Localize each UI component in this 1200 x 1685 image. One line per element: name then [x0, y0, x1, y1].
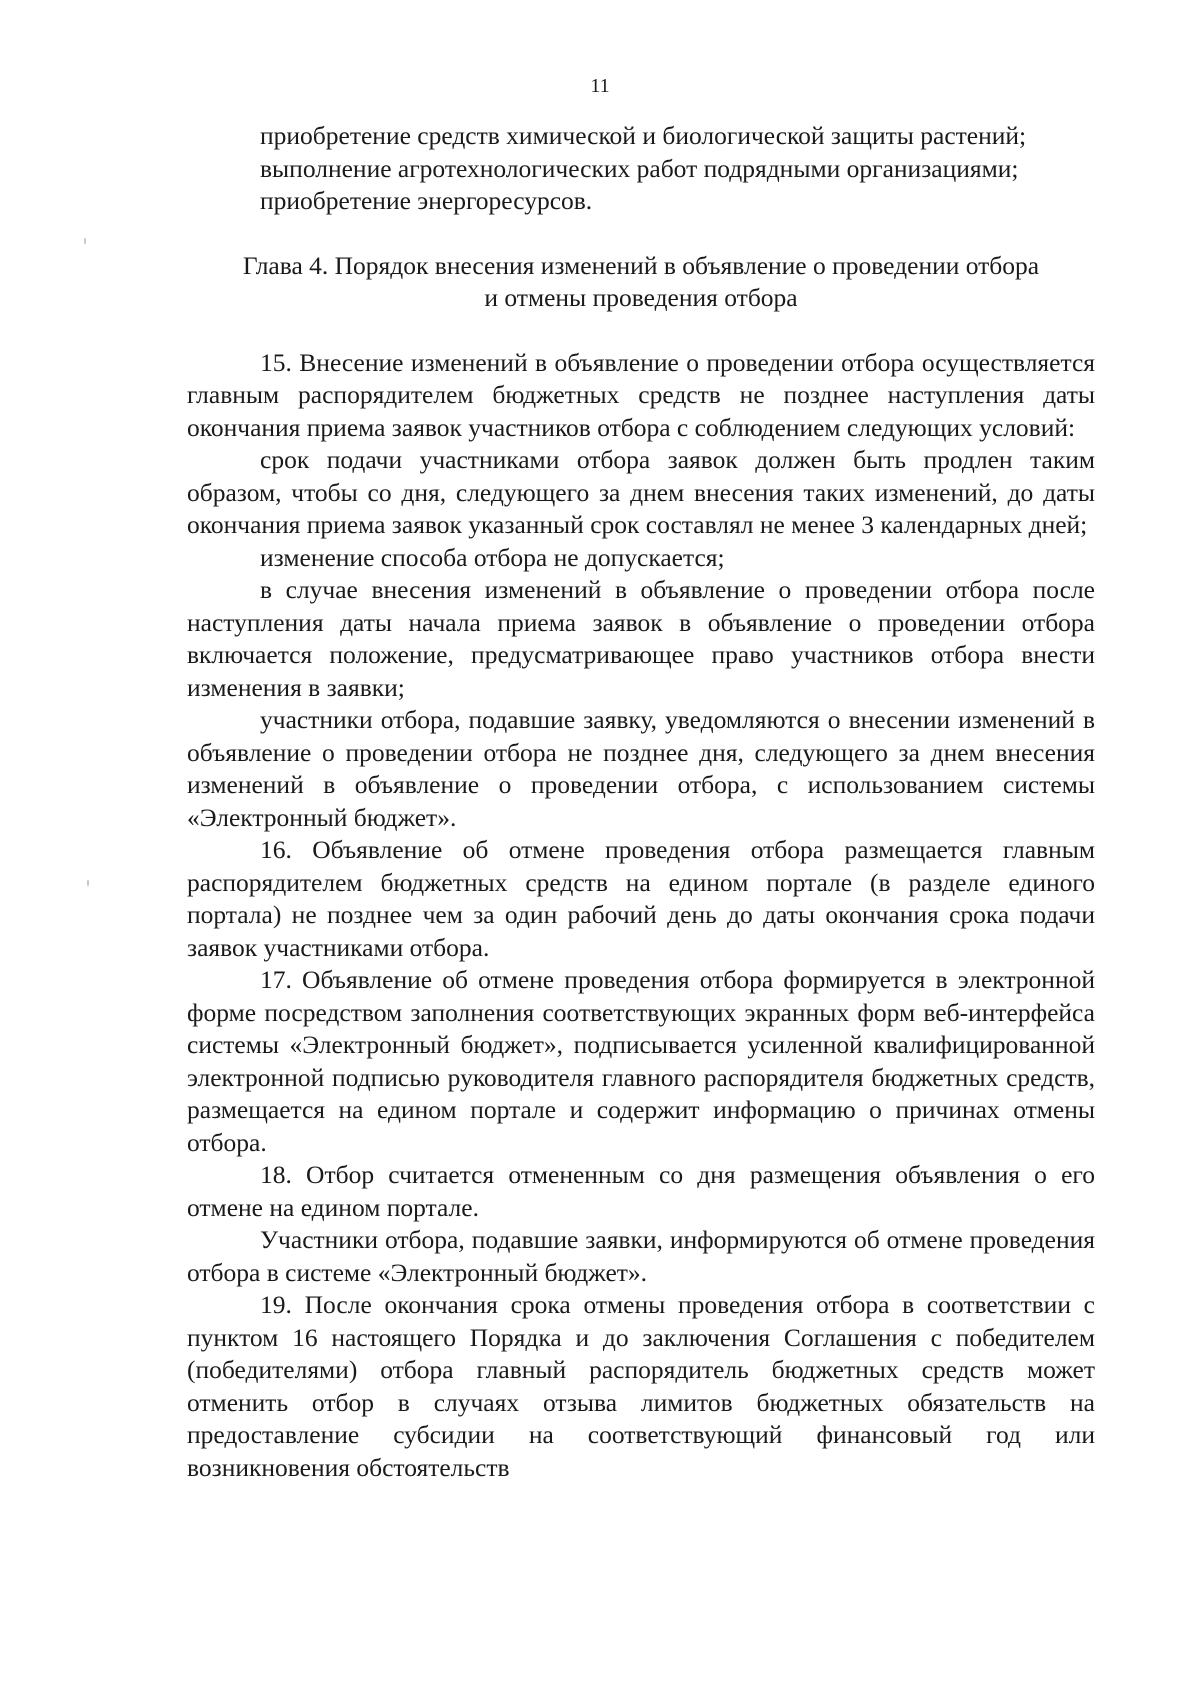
- paragraph-19: 19. После окончания срока отмены проведения отбора в соответствии с пунктом 16 настоящего Порядка и до заключения Соглашения с победителем (победителями) отбора главный распорядитель бюджетных средств может отменить отбор в случаях отзыва лимитов бюджетных обязательств на предоставление субсидии на соответствующий финансовый год или возникновения обстоятельств: [187, 1290, 1095, 1482]
- condition-paragraph: в случае внесения изменений в объявление о проведении отбора после наступления даты начала приема заявок в объявление о проведении отбора включается положение, предусматривающее право участников отбора внести изменения в заявки;: [187, 575, 1095, 702]
- scan-speck: [84, 238, 86, 244]
- paragraph-17: 17. Объявление об отмене проведения отбора формируется в электронной форме посредством заполнения соответствующих экранных форм веб-интерфейса системы «Электронный бюджет», подписывается усиленной квалифицированной электронной подписью руководителя главного распорядителя бюджетных средств, размещается на едином портале и содержит информацию о причинах отмены отбора.: [187, 965, 1095, 1157]
- paragraph-18: 18. Отбор считается отмененным со дня размещения объявления о его отмене на едином портале.: [187, 1160, 1095, 1222]
- condition-paragraph: изменение способа отбора не допускается;: [260, 542, 725, 572]
- participants-notice-paragraph: Участники отбора, подавшие заявки, информируются об отмене проведения отбора в системе «Электронный бюджет».: [187, 1225, 1095, 1287]
- intro-paragraph: приобретение энергоресурсов.: [260, 186, 593, 215]
- chapter-title: [187, 250, 1095, 315]
- condition-paragraph: срок подачи участниками отбора заявок должен быть продлен таким образом, чтобы со дня, следующего за днем внесения таких изменений, до даты окончания приема заявок указанный срок составлял не менее 3 календарных дней;: [187, 445, 1095, 539]
- chapter-title-line: и отмены проведения отбора: [484, 283, 798, 312]
- condition-paragraph: участники отбора, подавшие заявку, уведомляются о внесении изменений в объявление о проведении отбора не позднее дня, следующего за днем внесения изменений в объявление о проведении отбора, с использованием системы «Электронный бюджет».: [187, 705, 1095, 832]
- intro-paragraph: приобретение средств химической и биологической защиты растений;: [260, 121, 1027, 150]
- paragraph-15: 15. Внесение изменений в объявление о проведении отбора осуществляется главным распорядителем бюджетных средств не позднее наступления даты окончания приема заявок участников отбора с соблюдением следующих условий:: [187, 347, 1095, 442]
- chapter-title-line: Глава 4. Порядок внесения изменений в объявление о проведении отбора: [242, 250, 1040, 280]
- paragraph-16: 16. Объявление об отмене проведения отбора размещается главным распорядителем бюджетных средств на едином портале (в разделе единого портала) не позднее чем за один рабочий день до даты окончания срока подачи заявок участниками отбора.: [187, 835, 1095, 962]
- scan-speck: [87, 880, 89, 886]
- page-number: 11: [590, 75, 610, 97]
- intro-paragraph: выполнение агротехнологических работ подрядными организациями;: [260, 153, 1019, 183]
- document-body: [187, 120, 1095, 1484]
